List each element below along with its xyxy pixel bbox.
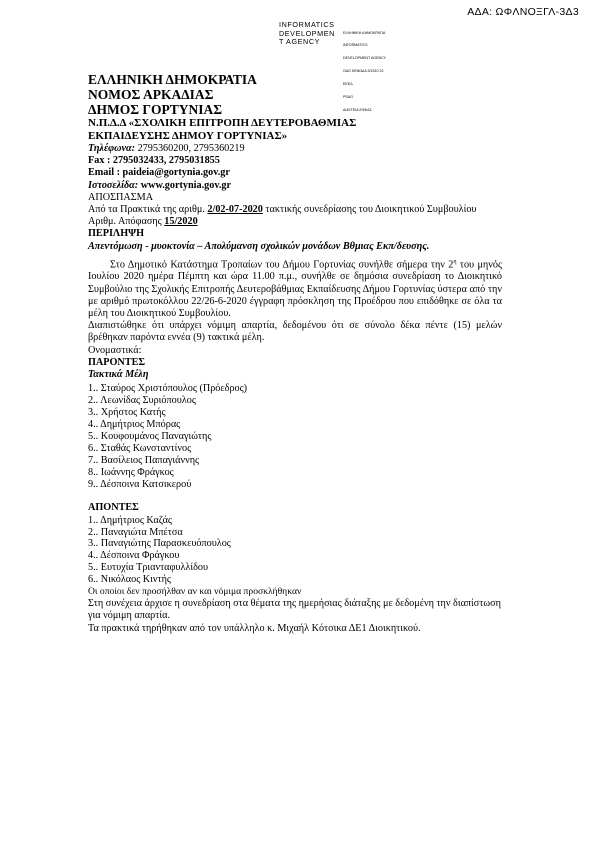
- decision-number: 15/2020: [164, 216, 198, 228]
- list-item: 3.. Χρήστος Κατής: [88, 407, 166, 419]
- paragraph-quorum: Διαπιστώθηκε ότι υπάρχει νόμιμη απαρτία, δεδομένου ότι σε σύνολο δέκα πέντε (15) μελών βρέθηκαν παρόντα εννέα (9) τακτικά μέλη.: [88, 320, 502, 344]
- absent-members-list: [88, 515, 502, 586]
- header-entity-line1: Ν.Π.Δ.Δ «ΣΧΟΛΙΚΗ ΕΠΙΤΡΟΠΗ ΔΕΥΤΕΡΟΒΑΘΜΙΑΣ: [88, 117, 357, 129]
- list-item: 2.. Παναγιώτα Μπέτσα: [88, 526, 183, 538]
- by-name-label: Ονομαστικά:: [88, 344, 142, 356]
- absence-note: Οι οποίοι δεν προσήλθαν αν και νόμιμα προσκλήθηκαν: [88, 586, 302, 598]
- phone-line: [88, 143, 502, 155]
- email-line: Email : paideia@gortynia.gov.gr: [88, 167, 230, 179]
- list-item: 7.. Βασίλειος Παπαγιάννης: [88, 454, 200, 466]
- list-item: 1.. Δημήτριος Καζάς: [88, 514, 172, 526]
- summary-text: Απεντόμωση - μυοκτονία – Απολύμανση σχολικών μονάδων Βθμιας Εκπ/δευσης.: [88, 240, 430, 252]
- minutes-number: 2/02-07-2020: [207, 204, 263, 216]
- summary-heading: ΠΕΡΙΛΗΨΗ: [88, 228, 145, 240]
- website-label: Ιστοσελίδα:: [88, 179, 139, 191]
- list-item: 4.. Δημήτριος Μπόρας: [88, 418, 181, 430]
- list-item: 4.. Δέσποινα Φράγκου: [88, 550, 180, 562]
- list-item: 8.. Ιωάννης Φράγκος: [88, 466, 174, 478]
- list-item: 5.. Κουφουμάνος Παναγιώτης: [88, 430, 212, 442]
- website-line: [88, 180, 502, 192]
- header-prefecture: ΝΟΜΟΣ ΑΡΚΑΔΙΑΣ: [88, 87, 214, 102]
- regular-members-heading: Τακτικά Μέλη: [88, 369, 149, 381]
- list-item: 1.. Σταύρος Χριστόπουλος (Πρόεδρος): [88, 383, 248, 395]
- document-body: [88, 72, 502, 635]
- list-item: 9.. Δέσποινα Κατσικερού: [88, 478, 192, 490]
- list-item: 6.. Νικόλαος Κιντής: [88, 574, 171, 586]
- header-municipality: ΔΗΜΟΣ ΓΟΡΤΥΝΙΑΣ: [88, 102, 223, 117]
- present-heading: ΠΑΡΟΝΤΕΣ: [88, 356, 146, 368]
- stamp-line: INFORMATICS: [279, 20, 335, 29]
- minutes-keeper: Τα πρακτικά τηρήθηκαν από τον υπάλληλο κ. Μιχαήλ Κότσικα ΔΕ1 Διοικητικού.: [88, 622, 421, 634]
- agency-stamp: [279, 20, 387, 112]
- phone-label: Τηλέφωνα:: [88, 143, 136, 154]
- decision-number-line: Αριθμ. Απόφασης 15/2020: [88, 216, 198, 228]
- closing-paragraph: Στη συνέχεια άρχισε η συνεδρίαση στα θέματα της ημερήσιας διάταξης με δεδομένη την διαπίστωση για νόμιμη απαρτία.: [88, 598, 501, 622]
- phone-value: 2795360200, 2795360219: [135, 143, 245, 154]
- minutes-reference: Από τα Πρακτικά της αριθμ. 2/02-07-2020 τακτικής συνεδρίασης του Διοικητικού Συμβουλίου: [88, 204, 477, 216]
- list-item: 2.. Λεωνίδας Συριόπουλος: [88, 395, 196, 407]
- paragraph-meeting: Στο Δημοτικό Κατάστημα Τροπαίων του Δήμου Γορτυνίας συνήλθε σήμερα την $2^\eta$ του μηνός Ιουλίου 2020 ημέρα Πέμπτη και ώρα 11.00 π.μ., συνήλθε σε δημόσια συνεδρίαση το Διοικητικό Συμβούλιο της Σχολικής Επιτροπής Δευτεροβάθμιας Εκπαίδευσης Δήμου Γορτυνίας ύστερα από την με αριθμό πρωτοκόλλου 22/26-6-2020 έγγραφη πρόσκληση της Προέδρου που επιδόθηκε σε όλα τα μέλη του Διοικητικού Συμβουλίου.: [88, 258, 502, 320]
- stamp-fine-print: ΕΛΛΗΝΙΚΗ ΔΗΜΟΚΡΑΤΙΑ INFORMATICS DEVELOPMENT AGENCY ΟΔΟ ΚΕΝΩΔΑ 3/1510 22 ΕΚΕΔ PSAG ΔΙΑΥΓΕΙΑ ΕΦΚΑΣ: [343, 30, 387, 112]
- fax-line: Fax : 2795032433, 2795031855: [88, 155, 220, 167]
- stamp-line: T AGENCY: [279, 37, 321, 46]
- header-entity-line2: ΕΚΠΑΙΔΕΥΣΗΣ ΔΗΜΟΥ ΓΟΡΤΥΝΙΑΣ»: [88, 130, 288, 142]
- stamp-line: DEVELOPMEN: [279, 28, 335, 38]
- list-item: 6.. Σταθάς Κωνσταντίνος: [88, 442, 192, 454]
- extract-title: ΑΠΟΣΠΑΣΜΑ: [88, 191, 154, 203]
- ada-code: ΑΔΑ: ΩΦΛΝΟΞΓΛ-3Δ3: [467, 6, 579, 18]
- present-members-list: [88, 383, 502, 490]
- list-item: 3.. Παναγιώτης Παρασκευόπουλος: [88, 538, 231, 550]
- website-value: www.gortynia.gov.gr: [138, 179, 232, 191]
- stamp-agency-name: [279, 21, 335, 47]
- list-item: 5.. Ευτυχία Τριανταφυλλίδου: [88, 562, 209, 574]
- absent-heading: ΑΠΟΝΤΕΣ: [88, 502, 139, 514]
- header-republic: ΕΛΛΗΝΙΚΗ ΔΗΜΟΚΡΑΤΙΑ: [88, 72, 257, 87]
